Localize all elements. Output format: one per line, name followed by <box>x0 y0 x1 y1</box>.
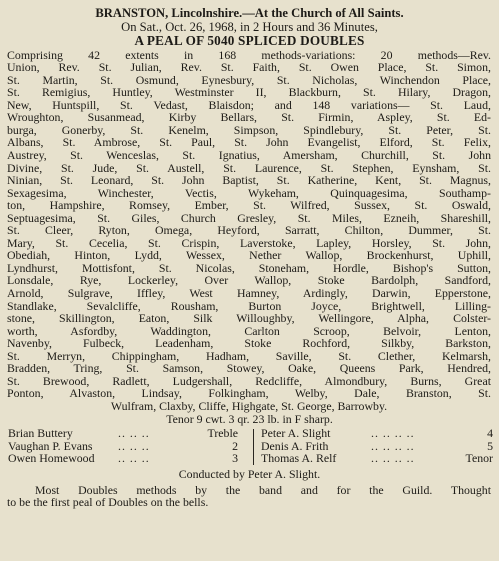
methods-line: Septuagesima, St. Giles, Church Gresley, St. Miles, Ezneih, Shareshill, <box>7 210 491 225</box>
ringers-left-column <box>8 427 238 465</box>
ringer-name: Owen Homewood <box>8 451 95 466</box>
ringer-row <box>8 427 238 440</box>
methods-line: Union, Rev. St. Julian, Rev. St. Faith, St. Owen Place, St. Simon, <box>7 60 491 75</box>
bell-number: 3 <box>232 451 238 466</box>
conductor-line: Conducted by Peter A. Slight. <box>178 467 321 482</box>
ringers-right-column <box>261 427 493 465</box>
bell-number: 4 <box>487 426 493 441</box>
methods-line: Albans, St. Ambrose, St. Paul, St. John Evangelist, Elford, St. Felix, <box>7 135 491 150</box>
leader-dots: .. .. .. .. <box>371 451 415 466</box>
ringer-name: Thomas A. Relf <box>261 451 337 466</box>
methods-line: stone, Skillington, Eaton, Silk Willoughby, Wellingore, Alpha, Colster- <box>7 311 491 326</box>
methods-line: New, Huntspill, St. Vedast, Blaisdon; and 148 variations— St. Laud, <box>7 97 491 112</box>
methods-line: Lonsdale, Rye, Lockerley, Over Wallop, Stoke Bardolph, Sandford, <box>7 273 491 288</box>
column-divider <box>253 429 254 465</box>
peal-title: A PEAL OF 5040 SPLICED DOUBLES <box>134 33 365 49</box>
leader-dots: .. .. .. .. <box>371 426 415 441</box>
ringer-row <box>261 452 493 465</box>
ringer-name: Vaughan P. Evans <box>8 438 93 453</box>
methods-line: Ponton, Alvaston, Lindsay, Folkingham, Welby, Dale, Branston, St. <box>7 386 491 401</box>
ringers-table <box>8 427 492 467</box>
leader-dots: .. .. .. <box>118 451 150 466</box>
methods-line: ton, Hampshire, Romsey, Ember, St. Wilfred, Sussex, St. Oswald, <box>7 198 491 213</box>
leader-dots: .. .. .. .. <box>371 438 415 453</box>
ringer-row <box>261 427 493 440</box>
footnote-line: Most Doubles methods by the band and for the Guild. Thought <box>35 482 491 497</box>
ringer-name: Peter A. Slight <box>261 426 331 441</box>
bell-number: Treble <box>207 426 238 441</box>
methods-line: burga, Gonerby, St. Kenelm, Simpson, Spindlebury, St. Peter, St. <box>7 122 491 137</box>
methods-line: Wulfram, Claxby, Cliffe, Highgate, St. George, Barrowby. <box>110 398 388 413</box>
peal-header <box>0 0 499 49</box>
methods-line: Lyndhurst, Mottisfont, St. Nicolas, Stoneham, Hordle, Bishop's Sutton, <box>7 260 491 275</box>
bell-number: 5 <box>487 438 493 453</box>
methods-line: Ninian, St. Leonard, St. John Baptist, St. Katherine, Kent, St. Magnus, <box>7 173 491 188</box>
methods-line: Mary, St. Cecelia, St. Crispin, Laverstoke, Lapley, Horsley, St. John, <box>7 235 491 250</box>
methods-line: Comprising 42 extents in 168 methods-variations: 20 methods—Rev. <box>7 47 491 62</box>
methods-line: St. Martin, St. Osmund, Eynesbury, St. Nicholas, Winchendon Place, <box>7 72 491 87</box>
methods-line: Navenby, Fulbeck, Leadenham, Stoke Rochford, Silkby, Barkston, <box>7 336 491 351</box>
date-line: On Sat., Oct. 26, 1968, in 2 Hours and 36 Minutes, <box>121 20 378 35</box>
methods-line: Bradden, Tring, St. Samson, Stowey, Oake, Queens Park, Hendred, <box>7 361 491 376</box>
footnote <box>7 484 491 509</box>
methods-line: Obediah, Hinton, Lydd, Wessex, Nether Wallop, Brockenhurst, Uphill, <box>7 248 491 263</box>
tenor-line: Tenor 9 cwt. 3 qr. 23 lb. in F sharp. <box>166 412 333 427</box>
methods-line: St. Remigius, Huntley, Westminster II, Blackburn, St. Hilary, Dragon, <box>7 85 491 100</box>
methods-line: Sexagesima, Winchester, Vectis, Wykeham, Quinquagesima, Southamp- <box>7 185 491 200</box>
leader-dots: .. .. .. <box>118 438 150 453</box>
leader-dots: .. .. .. <box>118 426 150 441</box>
methods-line: St. Brewood, Radlett, Ludgershall, Redcliffe, Almondbury, Burns, Great <box>7 373 491 388</box>
methods-line: Divine, St. Jude, St. Austell, St. Laurence, St. Stephen, Eynsham, St. <box>7 160 491 175</box>
methods-line: St. Cleer, Ryton, Omega, Heyford, Sarratt, Chilton, Dummer, St. <box>7 223 491 238</box>
location-line: BRANSTON, Lincolnshire.—At the Church of All Saints. <box>95 6 404 20</box>
ringer-row <box>8 452 238 465</box>
methods-line: Standlake, Sevalcliffe, Rousham, Burton Joyce, Brightwell, Lilling- <box>7 298 491 313</box>
bell-number: 2 <box>232 438 238 453</box>
methods-paragraph <box>7 49 491 413</box>
methods-line: worth, Asfordby, Waddington, Carlton Scroop, Belvoir, Lenton, <box>7 323 491 338</box>
ringer-name: Brian Buttery <box>8 426 73 441</box>
bell-number: Tenor <box>465 451 493 466</box>
methods-line: Austrey, St. Wenceslas, St. Ignatius, Amersham, Churchill, St. John <box>7 147 491 162</box>
footnote-line: to be the first peal of Doubles on the bells. <box>7 495 209 510</box>
methods-line: Arnold, Sulgrave, Iffley, West Hamney, Ardingly, Darwin, Epperstone, <box>7 286 491 300</box>
methods-line: Wroughton, Susanmead, Kirby Bellars, St. Firmin, Aspley, St. Ed- <box>7 110 491 125</box>
methods-line: St. Merryn, Chippingham, Hadham, Saville, St. Clether, Kelmarsh, <box>7 348 491 363</box>
ringer-name: Denis A. Frith <box>261 438 329 453</box>
